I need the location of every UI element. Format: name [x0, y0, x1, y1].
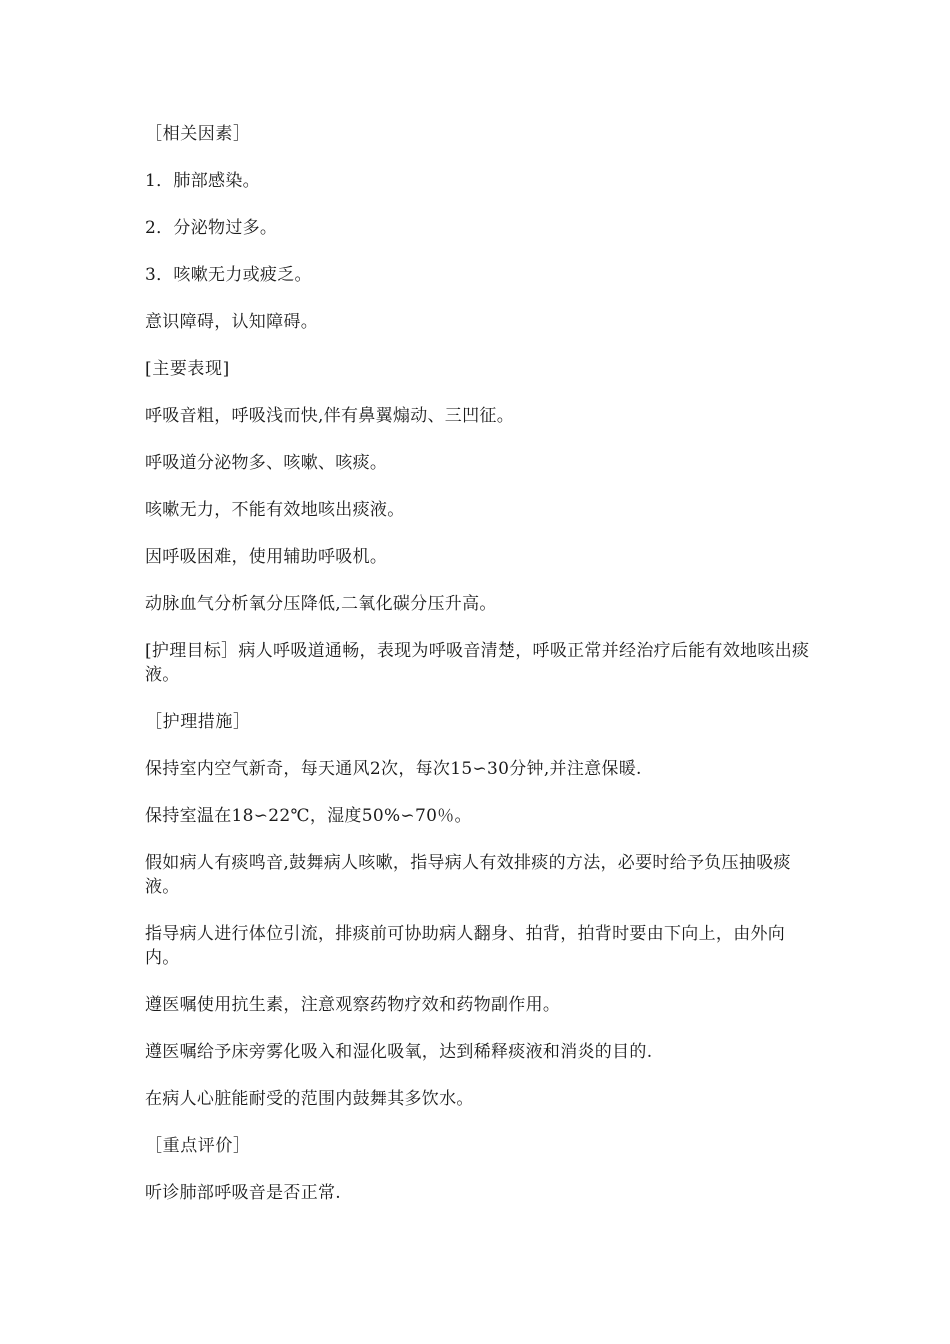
section-heading-main-manifestations: [主要表现]: [145, 359, 230, 379]
measure-item-6: 遵医嘱给予床旁雾化吸入和湿化吸氧，达到稀释痰液和消炎的目的.: [145, 1042, 653, 1062]
measure-item-1: 保持室内空气新奇，每天通风2次，每次15∽30分钟,并注意保暖.: [145, 759, 642, 779]
measure-item-5: 遵医嘱使用抗生素，注意观察药物疗效和药物副作用。: [145, 995, 561, 1015]
manifestation-item-4: 因呼吸困难，使用辅助呼吸机。: [145, 547, 388, 567]
manifestation-item-5: 动脉血气分析氧分压降低,二氧化碳分压升高。: [145, 594, 497, 614]
measure-item-7: 在病人心脏能耐受的范围内鼓舞其多饮水。: [145, 1089, 474, 1109]
measure-item-4: 指导病人进行体位引流，排痰前可协助病人翻身、拍背，拍背时要由下向上，由外向内。: [145, 924, 786, 968]
factor-item-1: 1．肺部感染。: [145, 171, 260, 191]
factor-item-2: 2．分泌物过多。: [145, 218, 278, 238]
measure-item-3: 假如病人有痰鸣音,鼓舞病人咳嗽，指导病人有效排痰的方法，必要时给予负压抽吸痰液。: [145, 853, 791, 897]
manifestation-item-2: 呼吸道分泌物多、咳嗽、咳痰。: [145, 453, 388, 473]
manifestation-item-3: 咳嗽无力，不能有效地咳出痰液。: [145, 500, 405, 520]
nursing-goal-paragraph: [护理目标］病人呼吸道通畅，表现为呼吸音清楚，呼吸正常并经治疗后能有效地咳出痰液。: [145, 641, 810, 685]
manifestation-item-1: 呼吸音粗，呼吸浅而快,伴有鼻翼煽动、三凹征。: [145, 406, 515, 426]
factor-item-3: 3．咳嗽无力或疲乏。: [145, 265, 312, 285]
section-heading-key-evaluation: ［重点评价］: [145, 1136, 251, 1156]
factor-item-4: 意识障碍，认知障碍。: [145, 312, 318, 332]
section-heading-related-factors: ［相关因素］: [145, 124, 251, 144]
evaluation-item-1: 听诊肺部呼吸音是否正常.: [145, 1183, 342, 1203]
measure-item-2: 保持室温在18∽22℃，湿度50%∽70％。: [145, 806, 472, 826]
section-heading-nursing-measures: ［护理措施］: [145, 712, 251, 732]
document-body: [145, 122, 815, 1228]
